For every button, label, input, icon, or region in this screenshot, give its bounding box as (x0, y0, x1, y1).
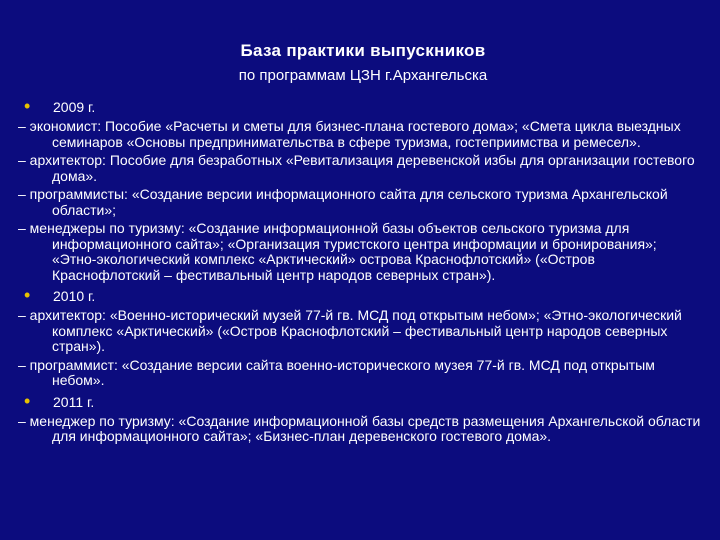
year-label: 2010 г. (53, 288, 96, 304)
slide-title: База практики выпускников (240, 41, 486, 60)
list-item: – менеджер по туризму: «Создание информационной базы средств размещения Архангельской области для информационного сайта»; «Бизнес-план деревенского гостевого дома». (18, 412, 701, 444)
year-heading-2010 (0, 286, 715, 306)
content-body (0, 95, 715, 448)
year-heading-2009 (0, 97, 715, 117)
year-label: 2009 г. (53, 99, 96, 115)
bullet-icon: • (24, 285, 31, 305)
bullet-icon: • (24, 96, 31, 116)
list-item: – программисты: «Создание версии информационного сайта для сельского туризма Архангельской области»; (18, 186, 668, 218)
list-item: – менеджеры по туризму: «Создание информационной базы объектов сельского туризма для информационного сайта»; «Организация туристского центра информации и бронирования»; «Этно-экологический комплекс «Арктический» острова Краснофлотский» («Остров Краснофлотский – фестивальный центр народов северных стран»). (18, 220, 657, 283)
slide-subtitle: по программам ЦЗН г.Архангельска (238, 67, 488, 84)
year-label: 2011 г. (53, 393, 95, 410)
list-item: – экономист: Пособие «Расчеты и сметы для бизнес-плана гостевого дома»; «Смета цикла выездных семинаров «Основы предпринимательства в сфере туризма, гостеприимства и ремесел». (18, 118, 681, 150)
list-item: – архитектор: «Военно-исторический музей 77-й гв. МСД под открытым небом»; «Этно-экологический комплекс «Арктический» («Остров Краснофлотский – фестивальный центр народов северных стран»). (18, 307, 682, 354)
bullet-icon: • (24, 390, 31, 411)
list-item: – архитектор: Пособие для безработных «Ревитализация деревенской избы для организации гостевого дома». (18, 152, 695, 184)
year-heading-2011 (0, 392, 715, 412)
list-item: – программист: «Создание версии сайта военно-исторического музея 77-й гв. МСД под открытым небом». (18, 356, 655, 388)
title-block (0, 40, 720, 87)
